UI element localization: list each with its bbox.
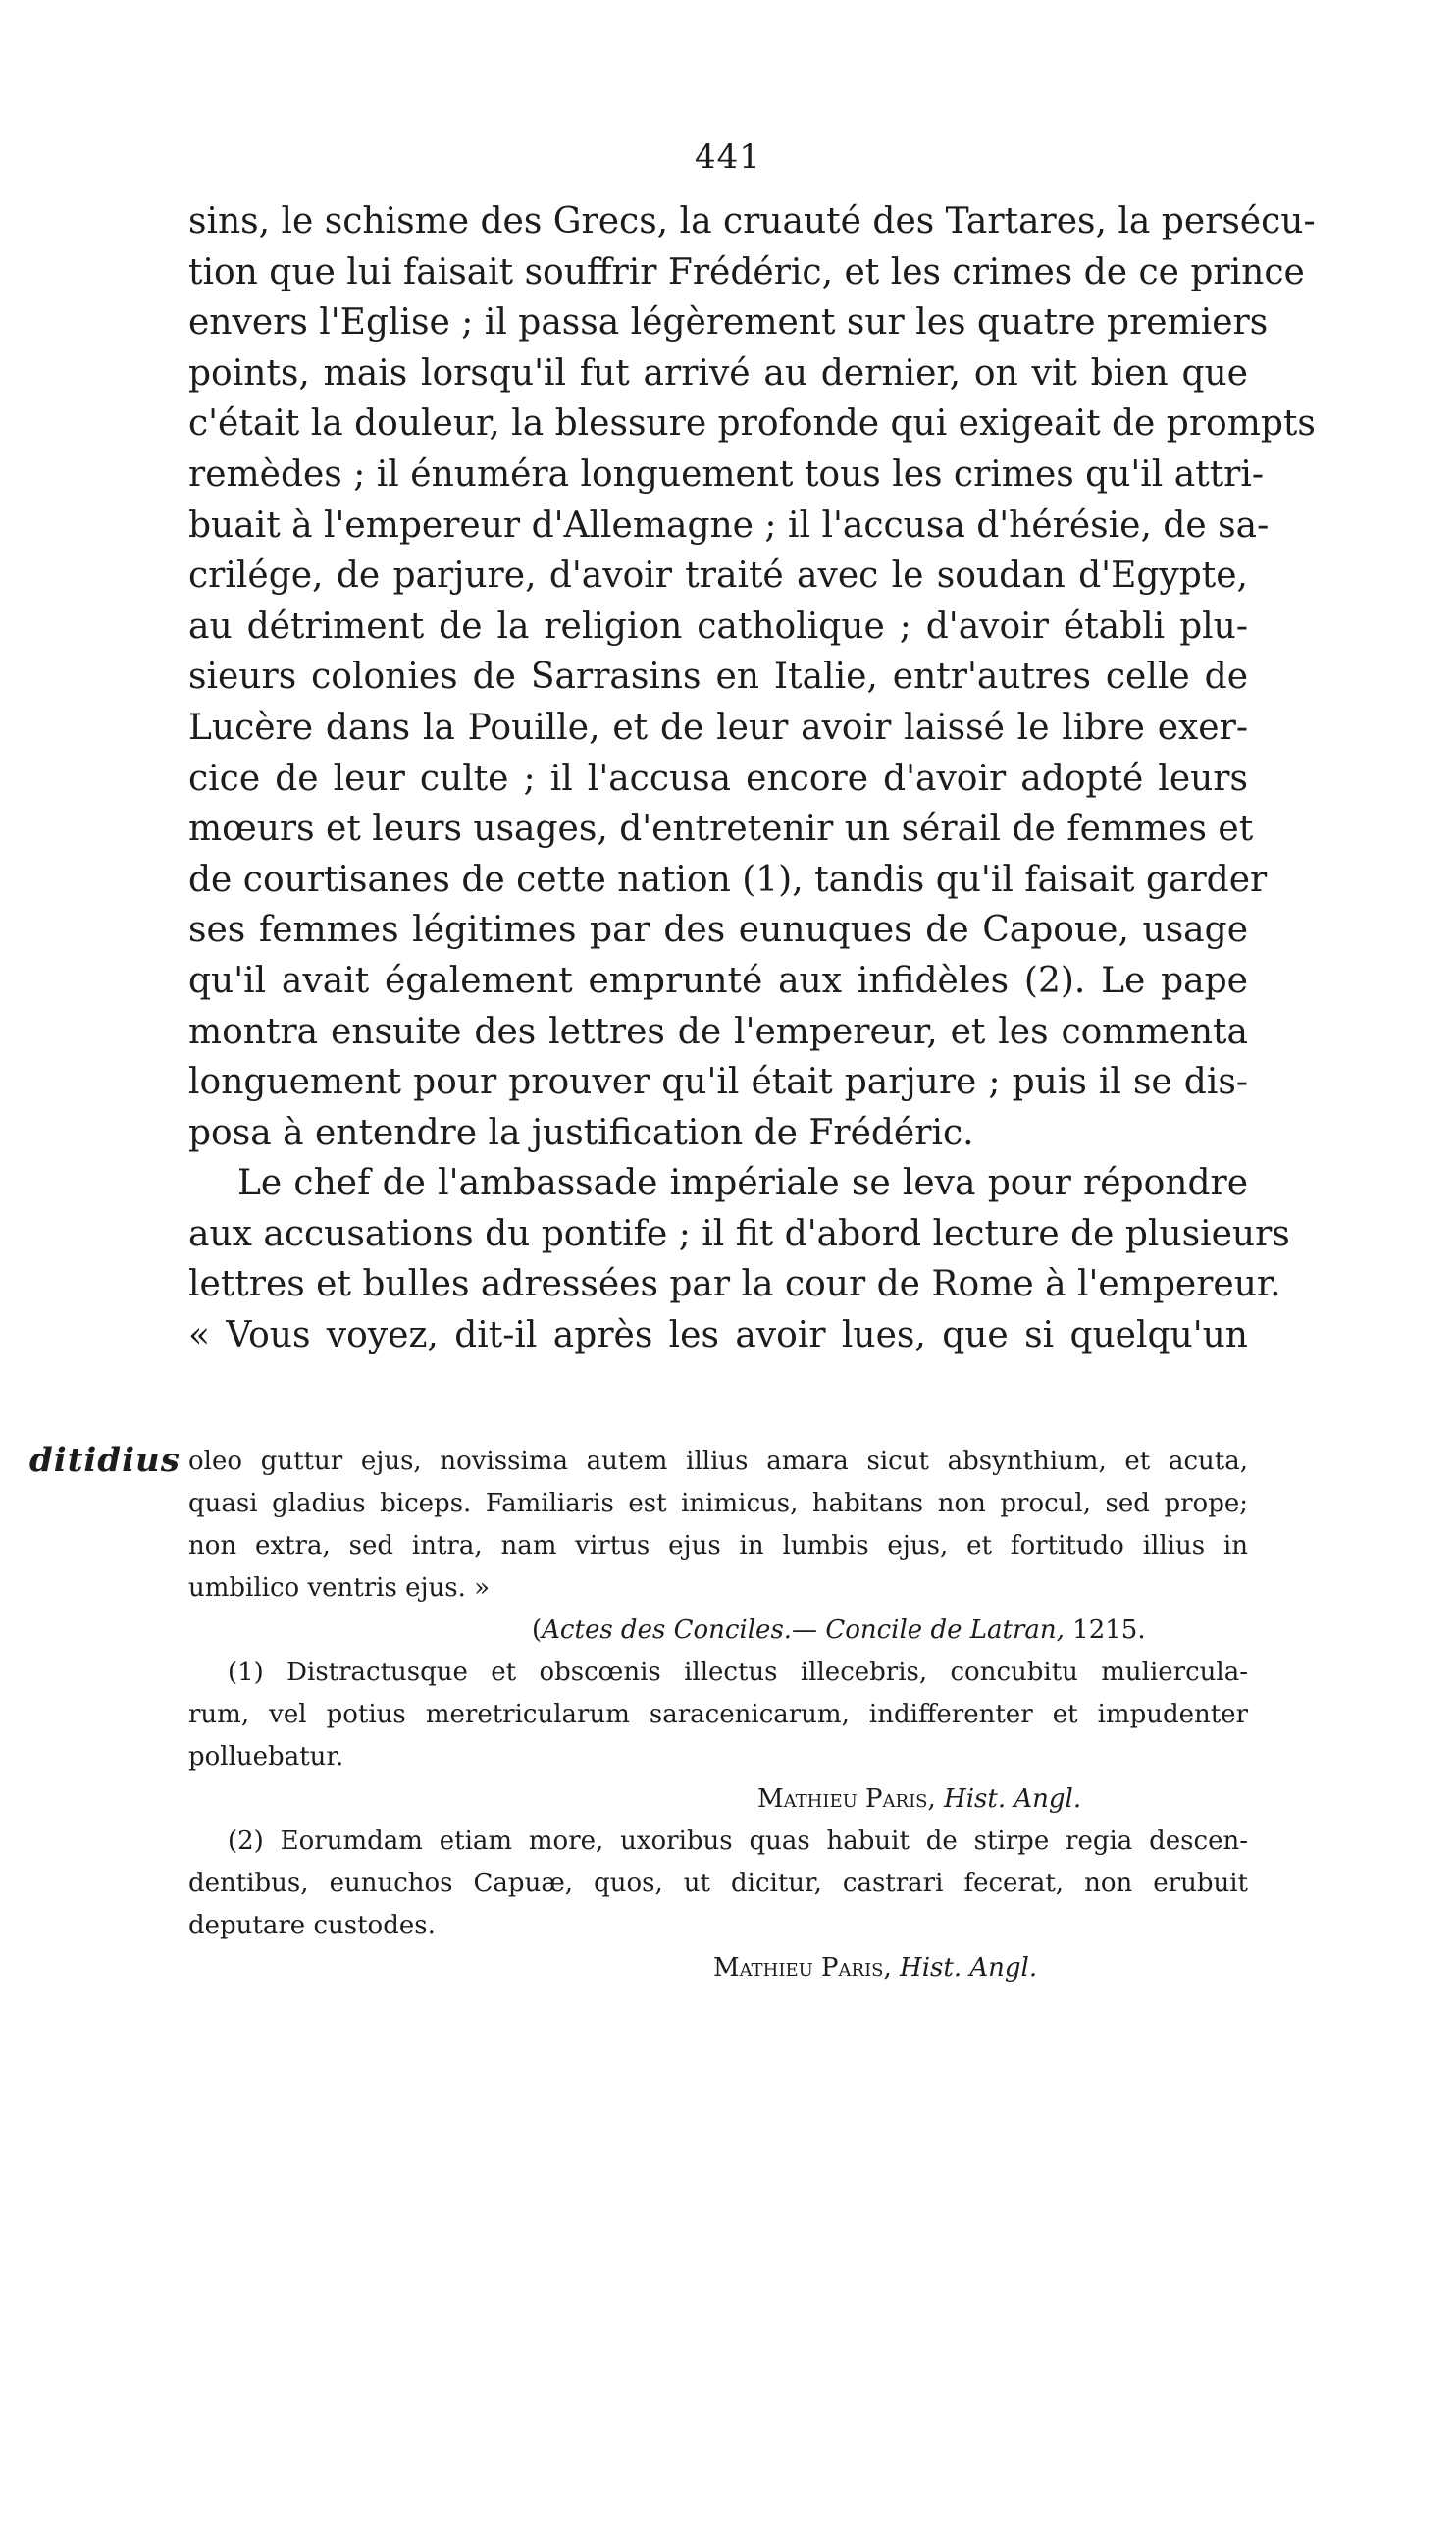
footnote-1-author: Mathieu Paris, [757, 1784, 936, 1814]
source-work: Actes des Conciles.— Concile de Latran, [542, 1615, 1065, 1645]
footnote-2-source [188, 1947, 1248, 1989]
marginal-handwritten-note: ditidius [29, 1441, 181, 1480]
text-line: tion que lui faisait souffrir Frédéric, et les crimes de ce prince [188, 251, 1305, 292]
text-line: sieurs colonies de Sarrasins en Italie, entr'autres celle de [188, 657, 1248, 698]
footnotes [188, 1441, 1248, 1989]
footnote-2-author: Mathieu Paris, [713, 1953, 892, 1983]
quote-line: oleo guttur ejus, novissima autem illius amara sicut absynthium, et acuta, [188, 1447, 1248, 1476]
text-line: remèdes ; il énuméra longuement tous les crimes qu'il attri- [188, 453, 1265, 495]
footnote-1-work: Hist. Angl. [944, 1784, 1082, 1814]
footnote-2-line: deputare custodes. [188, 1911, 436, 1940]
footnote-1-line: rum, vel potius meretricularum saracenicarum, indifferenter et impudenter [188, 1700, 1248, 1729]
main-text [188, 196, 1316, 1361]
text-line: sins, le schisme des Grecs, la cruauté des Tartares, la persécu- [188, 201, 1316, 241]
text-line: « Vous voyez, dit-il après les avoir lues, que si quelqu'un [188, 1315, 1248, 1356]
quote-line: umbilico ventris ejus. » [188, 1573, 491, 1603]
footnote-1-line: (1) Distractusque et obscœnis illectus illecebris, concubitu mulierculа- [228, 1658, 1248, 1687]
quote-source [188, 1610, 1248, 1652]
text-line: c'était la douleur, la blessure profonde qui exigeait de prompts [188, 403, 1316, 445]
text-line: Le chef de l'ambassade impériale se leva pour répondre [237, 1163, 1248, 1204]
text-line: points, mais lorsqu'il fut arrivé au dernier, on vit bien que [188, 352, 1248, 394]
source-year: 1215. [1072, 1615, 1146, 1645]
quote-line: non extra, sed intra, nam virtus ejus in lumbis ejus, et fortitudo illius in [188, 1531, 1248, 1560]
text-line: buait à l'empereur d'Allemagne ; il l'accusa d'hérésie, de sa- [188, 504, 1270, 546]
text-line: cice de leur culte ; il l'accusa encore d'avoir adopté leurs [188, 758, 1248, 799]
text-line: qu'il avait également emprunté aux infidèles (2). Le pape [188, 960, 1248, 1001]
text-line: posa à entendre la justification de Frédéric. [188, 1112, 974, 1153]
quote-line: quasi gladius biceps. Familiaris est inimicus, habitans non procul, sed prope; [188, 1489, 1248, 1518]
footnote-2-line: dentibus, eunuchos Capuæ, quos, ut dicitur, castrari fecerat, non erubuit [188, 1869, 1248, 1898]
text-line: ses femmes légitimes par des eunuques de Capoue, usage [188, 910, 1248, 951]
text-line: envers l'Eglise ; il passa légèrement sur les quatre premiers [188, 302, 1269, 344]
footnote-2-line: (2) Eorumdam etiam more, uxoribus quas habuit de stirpe regia descen- [228, 1826, 1248, 1856]
footnote-1-source [188, 1778, 1248, 1821]
text-line: mœurs et leurs usages, d'entretenir un sérail de femmes et [188, 809, 1254, 850]
footnote-2-work: Hist. Angl. [900, 1953, 1038, 1983]
text-line: aux accusations du pontife ; il fit d'abord lecture de plusieurs [188, 1213, 1290, 1254]
text-line: Lucère dans la Pouille, et de leur avoir laissé le libre exer- [188, 707, 1248, 748]
text-line: montra ensuite des lettres de l'empereur, et les commenta [188, 1011, 1248, 1052]
text-line: de courtisanes de cette nation (1), tandis qu'il faisait garder [188, 859, 1268, 900]
footnote-1-line: polluebatur. [188, 1742, 344, 1771]
source-open: ( [532, 1615, 543, 1645]
text-line: lettres et bulles adressées par la cour de Rome à l'empereur. [188, 1264, 1281, 1305]
text-line: longuement pour prouver qu'il était parjure ; puis il se dis- [188, 1062, 1248, 1103]
page-number: 441 [695, 137, 761, 177]
text-line: au détriment de la religion catholique ; d'avoir établi plu- [188, 606, 1248, 647]
text-line: crilége, de parjure, d'avoir traité avec le soudan d'Egypte, [188, 555, 1248, 597]
